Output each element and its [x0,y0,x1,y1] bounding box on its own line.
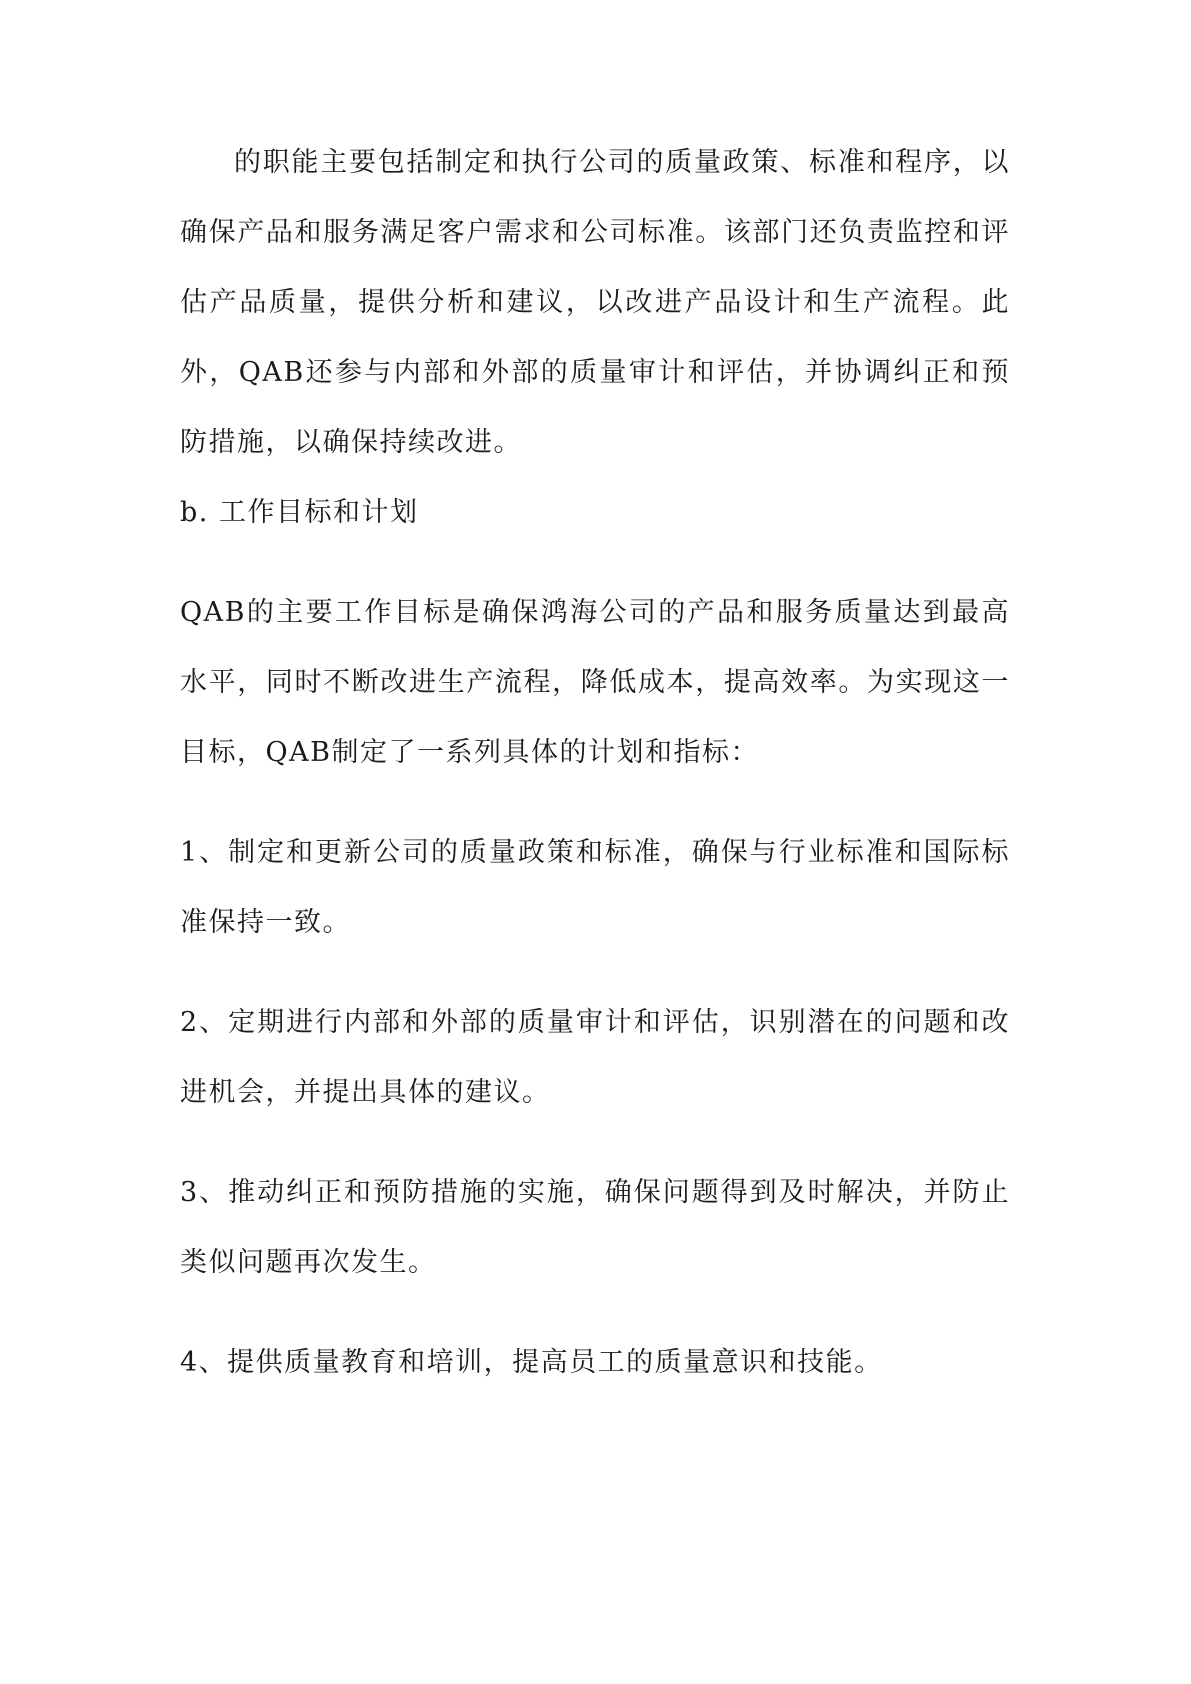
paragraph-goals: QAB的主要工作目标是确保鸿海公司的产品和服务质量达到最高水平，同时不断改进生产流程，降低成本，提高效率。为实现这一目标，QAB制定了一系列具体的计划和指标： [180,597,1010,768]
section-heading-goals: b. 工作目标和计划 [180,497,419,528]
list-item-3: 3、推动纠正和预防措施的实施，确保问题得到及时解决，并防止类似问题再次发生。 [180,1177,1010,1278]
list-item-4: 4、提供质量教育和培训，提高员工的质量意识和技能。 [180,1347,883,1378]
list-item-2: 2、定期进行内部和外部的质量审计和评估，识别潜在的问题和改进机会，并提出具体的建议。 [180,1007,1010,1108]
paragraph-qab-functions: 的职能主要包括制定和执行公司的质量政策、标准和程序，以确保产品和服务满足客户需求和公司标准。该部门还负责监控和评估产品质量，提供分析和建议，以改进产品设计和生产流程。此外，QAB还参与内部和外部的质量审计和评估，并协调纠正和预防措施，以确保持续改进。 [180,147,1010,458]
list-item-1: 1、制定和更新公司的质量政策和标准，确保与行业标准和国际标准保持一致。 [180,837,1010,938]
document-body [180,128,1010,1398]
